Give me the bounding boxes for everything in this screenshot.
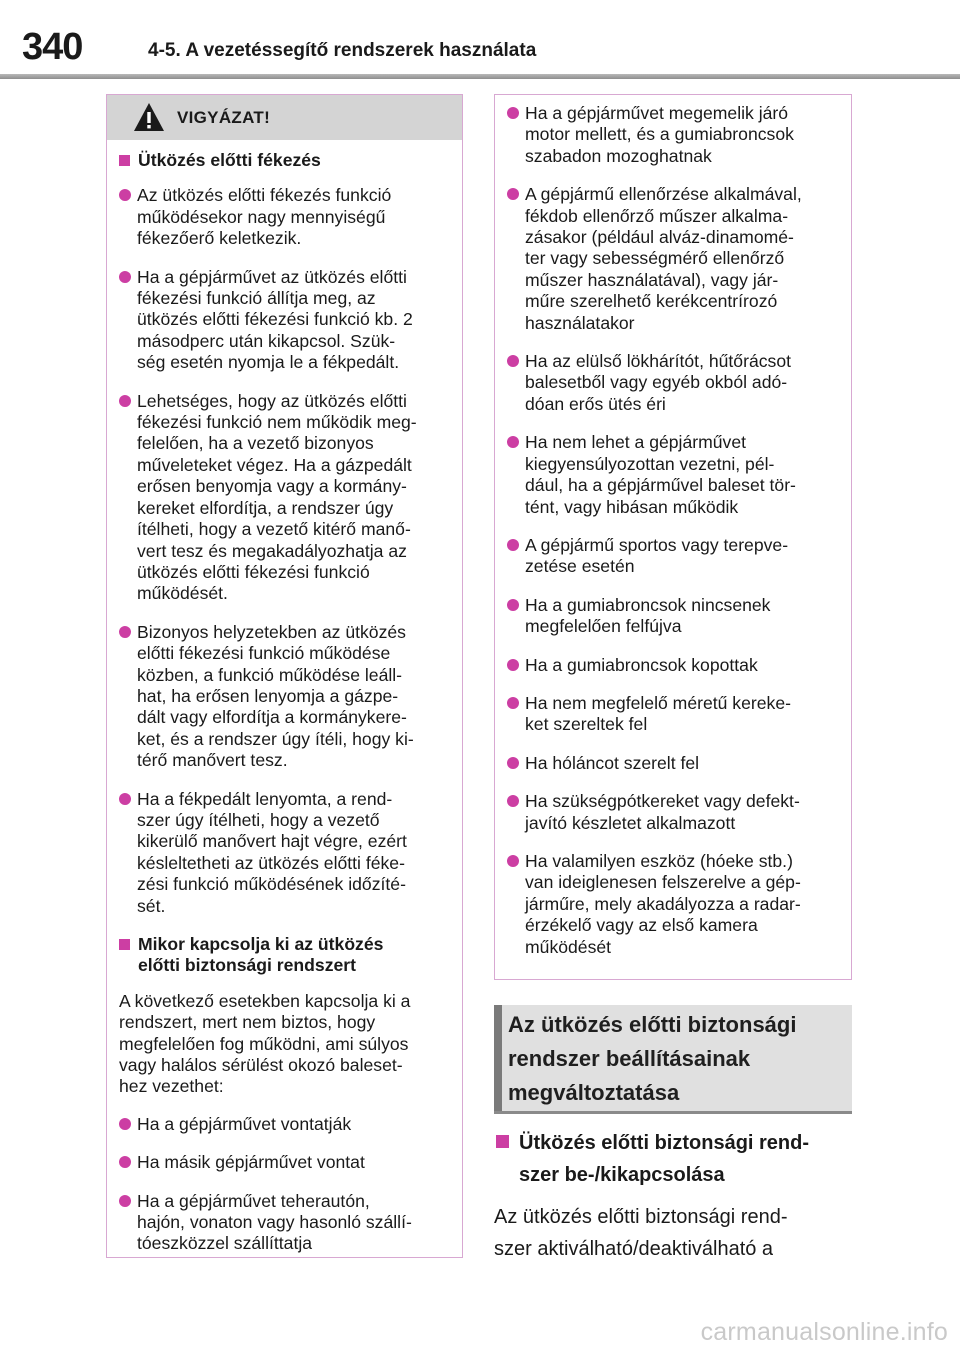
- text-line: van ideiglenesen felszerelve a gép-: [525, 872, 801, 893]
- bullet-item: [507, 184, 839, 334]
- text-line: Ha a gépjárművet az ütközés előtti: [137, 266, 407, 287]
- bullet-item: [119, 622, 450, 772]
- section-content: [494, 1127, 854, 1265]
- bullet-text: [137, 391, 450, 605]
- text-line: térő manővert tesz.: [137, 750, 288, 771]
- text-line: szer úgy ítélheti, hogy a vezető: [137, 809, 380, 830]
- text-line: Ha másik gépjárművet vontat: [137, 1152, 365, 1173]
- text-line: ket, és a rendszer úgy ítéli, hogy ki-: [137, 728, 414, 749]
- text-line: érzékelő vagy az első kamera: [525, 915, 758, 936]
- bullet-item: [507, 351, 839, 415]
- text-line: dált vagy elfordítja a kormánykere-: [137, 707, 407, 728]
- text-line: hat, ha erősen lenyomja a gázpe-: [137, 685, 399, 706]
- text-line: ítélheti, hogy a vezető kitérő manő-: [137, 519, 411, 540]
- text-line: rendszert, mert nem biztos, hogy: [119, 1012, 376, 1033]
- bullet-item: [119, 185, 450, 249]
- bullet-item: [119, 789, 450, 917]
- text-line: Ha a gépjárművet vontatják: [137, 1113, 352, 1134]
- text-line: késleltetheti az ütközés előtti féke-: [137, 852, 405, 873]
- text-line: kikerülő manővert hajt végre, ezért: [137, 831, 407, 852]
- section-accent-bar: [494, 1005, 502, 1113]
- bullet-text: [137, 185, 450, 249]
- bullet-item: [507, 851, 839, 958]
- bullet-text: [525, 103, 839, 167]
- square-bullet-icon: [496, 1135, 509, 1148]
- text-line: motor mellett, és a gumiabroncsok: [525, 124, 794, 145]
- watermark: carmanualsonline.info: [700, 1318, 948, 1346]
- text-line: fékdob ellenőrző műszer alkalma-: [525, 205, 789, 226]
- warning-title: VIGYÁZAT!: [177, 108, 271, 127]
- bullet-text: [525, 432, 839, 518]
- text-line: vagy halálos sérülést okozó baleset-: [119, 1055, 403, 1076]
- subheading-text: [519, 1127, 809, 1191]
- text-line: Ha nem lehet a gépjárművet: [525, 432, 747, 453]
- text-line: Ha valamilyen eszköz (hóeke stb.): [525, 850, 793, 871]
- bullet-item: [507, 103, 839, 167]
- text-line: ütközés előtti fékezési funkció: [137, 561, 370, 582]
- round-bullet-icon: [507, 599, 519, 611]
- text-line: balesetből vagy egyéb okból adó-: [525, 372, 788, 393]
- round-bullet-icon: [119, 626, 131, 638]
- round-bullet-icon: [119, 1156, 131, 1168]
- warning-body: [107, 140, 462, 1255]
- text-line: A következő esetekben kapcsolja ki a: [119, 990, 411, 1011]
- round-bullet-icon: [507, 697, 519, 709]
- text-line: Az ütközés előtti fékezés funkció: [137, 185, 392, 206]
- warning-subheading: [119, 934, 450, 977]
- text-line: Ha hóláncot szerelt fel: [525, 752, 700, 773]
- chapter-title: 4-5. A vezetéssegítő rendszerek használata: [148, 40, 537, 61]
- round-bullet-icon: [507, 188, 519, 200]
- text-line: hez vezethet:: [119, 1076, 224, 1097]
- text-line: Ha szükségpótkereket vagy defekt-: [525, 791, 800, 812]
- bullet-text: [525, 655, 839, 676]
- page-number: 340: [22, 26, 83, 68]
- round-bullet-icon: [119, 793, 131, 805]
- text-line: fékezőerő keletkezik.: [137, 228, 302, 249]
- text-line: Ha az elülső lökhárítót, hűtőrácsot: [525, 351, 792, 372]
- text-line: műszer használatával), vagy jár-: [525, 269, 779, 290]
- warning-paragraph: [119, 991, 450, 1098]
- text-line: A gépjármű ellenőrzése alkalmával,: [525, 184, 802, 205]
- bullet-text: [137, 1114, 450, 1135]
- bullet-text: [137, 1152, 450, 1173]
- text-line: előtti fékezési funkció működése: [137, 643, 391, 664]
- text-line: ütközés előtti fékezési funkció kb. 2: [137, 309, 413, 330]
- bullet-text: [137, 622, 450, 772]
- text-line: kiegyensúlyozottan vezetni, pél-: [525, 453, 775, 474]
- bullet-text: [525, 693, 839, 736]
- text-line: Ha a gépjárművet teherautón,: [137, 1190, 370, 1211]
- round-bullet-icon: [119, 189, 131, 201]
- warning-subheading-text: [138, 934, 383, 977]
- text-line: használatakor: [525, 312, 635, 333]
- text-line: kereket elfordítja, a rendszer úgy: [137, 497, 394, 518]
- warning-continuation-box: [494, 94, 852, 980]
- bullet-text: [525, 184, 839, 334]
- text-line: előtti biztonsági rendszert: [138, 955, 356, 976]
- bullet-item: [507, 753, 839, 774]
- round-bullet-icon: [507, 107, 519, 119]
- section-title-line: Az ütközés előtti biztonsági: [508, 1012, 797, 1037]
- text-line: Ütközés előtti biztonsági rend-: [519, 1132, 810, 1154]
- text-line: Ha a gépjárművet megemelik járó: [525, 103, 789, 123]
- text-line: hajón, vonaton vagy hasonló szállí-: [137, 1212, 412, 1233]
- warning-header: [107, 95, 462, 140]
- text-line: Az ütközés előtti biztonsági rend-: [494, 1206, 788, 1228]
- bullet-item: [119, 267, 450, 374]
- text-line: működését.: [137, 583, 228, 604]
- bullet-text: [525, 791, 839, 834]
- square-bullet-icon: [119, 939, 130, 950]
- round-bullet-icon: [507, 795, 519, 807]
- round-bullet-icon: [507, 355, 519, 367]
- warning-subheading-text: Ütközés előtti fékezés: [138, 150, 321, 170]
- text-line: erősen benyomja vagy a kormány-: [137, 476, 407, 497]
- text-line: Ha a gumiabroncsok kopottak: [525, 654, 758, 675]
- bullet-text: [137, 789, 450, 917]
- text-line: Mikor kapcsolja ki az ütközés: [138, 934, 384, 954]
- text-line: Ha a fékpedált lenyomta, a rend-: [137, 788, 393, 809]
- text-line: zési funkció működésének időzíté-: [137, 874, 406, 895]
- warning-triangle-icon: [133, 102, 165, 132]
- text-line: vert tesz és megakadályozhatja az: [137, 540, 407, 561]
- text-line: másodperc után kikapcsol. Szük-: [137, 330, 396, 351]
- round-bullet-icon: [119, 395, 131, 407]
- bullet-text: [137, 1191, 450, 1255]
- round-bullet-icon: [119, 271, 131, 283]
- text-line: működését: [525, 936, 612, 957]
- text-line: ter vagy sebességmérő ellenőrző: [525, 248, 785, 269]
- round-bullet-icon: [507, 539, 519, 551]
- page-header: [0, 0, 960, 80]
- round-bullet-icon: [507, 757, 519, 769]
- text-line: fékezési funkció nem működik meg-: [137, 412, 417, 433]
- text-line: zásakor (például alváz-dinamomé-: [525, 227, 794, 248]
- text-line: dául, ha a gépjárművel baleset tör-: [525, 475, 796, 496]
- bullet-item: [119, 1152, 450, 1173]
- text-line: megfelelően felfújva: [525, 616, 682, 637]
- round-bullet-icon: [119, 1118, 131, 1130]
- bullet-item: [119, 1191, 450, 1255]
- text-line: Ha nem megfelelő méretű kereke-: [525, 692, 791, 713]
- text-line: megfelelően fog működni, ami súlyos: [119, 1033, 409, 1054]
- bullet-text: [525, 595, 839, 638]
- section-title-line: megváltoztatása: [508, 1080, 680, 1105]
- bullet-item: [507, 791, 839, 834]
- text-line: javító készletet alkalmazott: [525, 812, 736, 833]
- text-line: műre szerelhető kerékcentrírozó: [525, 291, 778, 312]
- round-bullet-icon: [119, 1195, 131, 1207]
- text-line: zetése esetén: [525, 556, 635, 577]
- warning-subheading: [119, 150, 450, 171]
- text-line: ség esetén nyomja le a fékpedált.: [137, 352, 400, 373]
- round-bullet-icon: [507, 436, 519, 448]
- warning-box: [106, 94, 463, 1258]
- text-line: dóan erős ütés éri: [525, 393, 666, 414]
- bullet-item: [119, 391, 450, 605]
- text-line: közben, a funkció működése leáll-: [137, 664, 403, 685]
- bullet-text: [525, 535, 839, 578]
- text-line: sét.: [137, 895, 166, 916]
- round-bullet-icon: [507, 659, 519, 671]
- text-line: Ha a gumiabroncsok nincsenek: [525, 594, 771, 615]
- section-underline: [494, 1111, 852, 1114]
- square-bullet-icon: [119, 155, 130, 166]
- section-heading-box: [494, 1005, 852, 1113]
- text-line: tént, vagy hibásan működik: [525, 496, 739, 517]
- text-line: felelően, ha a vezető bizonyos: [137, 433, 374, 454]
- bullet-item: [507, 535, 839, 578]
- body-paragraph: [494, 1201, 854, 1265]
- text-line: tóeszközzel szállíttatja: [137, 1233, 313, 1254]
- bullet-text: [525, 851, 839, 958]
- text-line: járműre, mely akadályozza a radar-: [525, 893, 801, 914]
- text-line: szer be-/kikapcsolása: [519, 1164, 725, 1186]
- bullet-text: [137, 267, 450, 374]
- text-line: szabadon mozoghatnak: [525, 145, 712, 166]
- round-bullet-icon: [507, 855, 519, 867]
- text-line: A gépjármű sportos vagy terepve-: [525, 534, 789, 555]
- bullet-text: [525, 753, 839, 774]
- bullet-text: [525, 351, 839, 415]
- bullet-item: [507, 432, 839, 518]
- text-line: műveleteket végez. Ha a gázpedált: [137, 454, 412, 475]
- section-title: [508, 1008, 838, 1110]
- text-line: fékezési funkció állítja meg, az: [137, 288, 376, 309]
- bullet-item: [507, 655, 839, 676]
- bullet-item: [507, 595, 839, 638]
- text-line: ket szereltek fel: [525, 714, 648, 735]
- text-line: szer aktiválható/deaktiválható a: [494, 1238, 774, 1260]
- header-rule: [0, 74, 960, 79]
- bullet-item: [119, 1114, 450, 1135]
- text-line: Lehetséges, hogy az ütközés előtti: [137, 390, 407, 411]
- bullet-item: [507, 693, 839, 736]
- text-line: működésekor nagy mennyiségű: [137, 206, 386, 227]
- section-title-line: rendszer beállításainak: [508, 1046, 751, 1071]
- text-line: Bizonyos helyzetekben az ütközés: [137, 621, 406, 642]
- subheading: [494, 1127, 854, 1191]
